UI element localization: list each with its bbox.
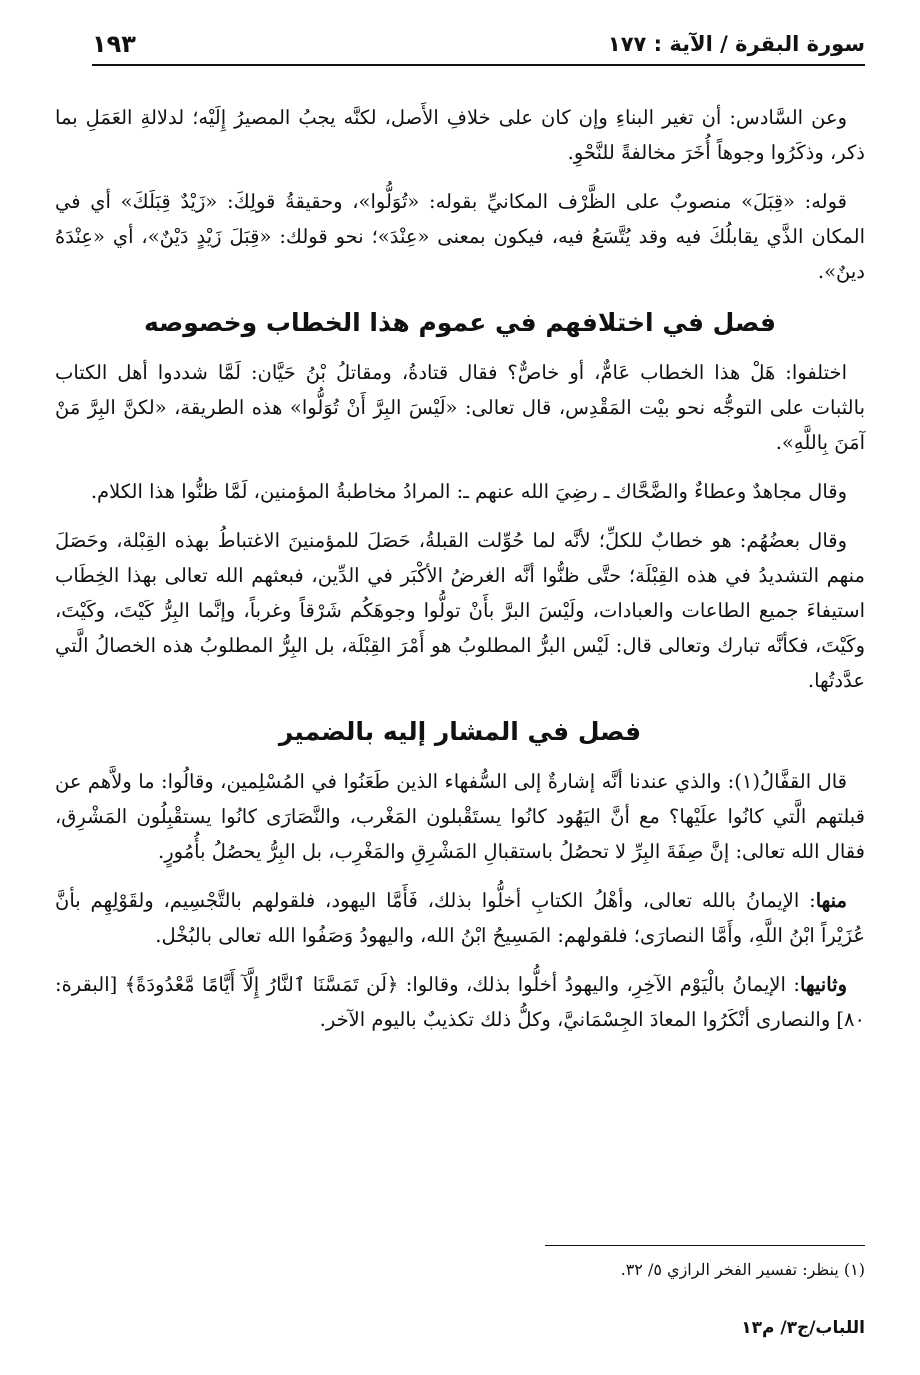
section-heading: فصل في المشار إليه بالضمير [278,717,642,746]
paragraph-lead: منها [815,889,847,912]
paragraph [55,523,865,698]
paragraph-text: وقال بعضُهُم: هو خطابٌ للكلِّ؛ لأنَّه لما حُوِّلت القبلةُ، حَصَلَ للمؤمنينَ الاغتباطُ بهذه القِبْلة، وحَصَلَ منهم التشديدُ في هذه القِبْلَة؛ حتَّى ظنُّوا أنَّه الغرضُ الأكْبَر في الدِّين، فبعثهم الله تعالى بهذا الخِطَاب استيفاءَ جميع الطاعات والعبادات، ولَيْسَ البرَّ بأَنْ تولُّوا وجوهَكُم شَرْقاً وغرباً، وإنَّما البِرُّ كَيْتَ، وكَيْتَ، وكَيْتَ، فكأنَّه تبارك وتعالى قال: لَيْس البرُّ المطلوبُ هو أَمْرَ القِبْلَة، بل البِرُّ المطلوبُ هذه الخصالُ الَّتي عدَّدتُها. [55,529,865,692]
section-heading: فصل في اختلافهم في عموم هذا الخطاب وخصوصه [143,308,777,337]
paragraph-text: وعن السَّادس: أن تغير البناءِ وإن كان على خلافِ الأَصل، لكنَّه يجبُ المصيرُ إِلَيْه؛ لدلالةِ العَمَلِ بما ذكر، وذكَرُوا وجوهاً أُخَرَ مخالفةً للنَّحْوِ. [55,106,865,164]
paragraph-lead: وثانيها [799,973,847,996]
paragraph [55,967,865,1037]
surah-title: سورة البقرة / الآية : ١٧٧ [607,32,865,56]
paragraph [55,883,865,953]
paragraph-text: : الإيمانُ بالْيَوْم الآخِرِ، واليهودُ أخلُّوا بذلك، وقالوا: ﴿لَن تَمَسَّنَا ٱلنَّارُ إِلَّآ أَيَّامًا مَّعْدُودَةً﴾ [البقرة: ٨٠] والنصارى أنْكَرُوا المعادَ الجِسْمَانيَّ، وكلُّ ذلك تكذيبٌ باليوم الآخر. [55,973,865,1031]
paragraph [55,184,865,289]
page-body [55,100,865,1051]
paragraph-text: : الإيمانُ بالله تعالى، وأهْلُ الكتابِ أخلُّوا بذلك، فَأَمَّا اليهود، فلقولهم بالتَّجْسِيم، ولقَوْلِهِم بأنَّ عُزَيْراً ابْنُ اللَّهِ، وأَمَّا النصارَى؛ فلقولهم: المَسِيحُ ابْنُ الله، واليهودُ وَصَفُوا الله تعالى بالبُخْل. [55,889,865,947]
paragraph [55,355,865,460]
paragraph [55,474,865,509]
running-header [92,30,865,66]
paragraph [55,100,865,170]
paragraph-text: وقال مجاهدٌ وعطاءٌ والضَّحَّاك ـ رضِيَ الله عنهم ـ: المرادُ مخاطبةُ المؤمنين، لَمَّا ظنُّوا هذا الكلام. [90,480,847,503]
page-number: ١٩٣ [92,30,136,58]
footnote-divider [545,1245,865,1246]
footnote: (١) ينظر: تفسير الفخر الرازي ٥/ ٣٢. [620,1260,865,1279]
paragraph-text: اختلفوا: هَلْ هذا الخطاب عَامٌّ، أو خاصٌّ؟ فقال قتادةُ، ومقاتلُ بْنُ حَيَّان: لَمَّا شددوا أهل الكتاب بالثبات على التوجُّه نحو بيْت المَقْدِس، قال تعالى: «لَيْسَ البِرَّ أَنْ تُوَلُّوا» هذه الطريقة، «لكنَّ البِرَّ مَنْ آمَنَ بِاللَّهِ». [55,361,865,454]
paragraph-text: قوله: «قِبَلَ» منصوبٌ على الظَّرْف المكانيِّ بقوله: «تُوَلُّوا»، وحقيقةُ قولِكَ: «زَيْدٌ قِبَلَكَ» أي في المكان الذَّي يقابلُكَ فيه وقد يُتَّسَعُ فيه، فيكون بمعنى «عِنْدَ»؛ نحو قولك: «قِبَلَ زَيْدٍ دَيْنٌ»، أي «عِنْدَهُ دينٌ». [55,190,865,283]
paragraph-text: قال القفَّالُ(١): والذي عندنا أنَّه إشارةٌ إلى السُّفهاء الذين طَعَنُوا في المُسْلِمين، وقالُوا: ما ولاَّهم عن قبلتهم الَّتي كانُوا علَيْها؟ مع أنَّ اليَهُود كانُوا يستَقْبلون المَغْرب، والنَّصَارَى كانُوا يستقْبِلُون المَشْرِق، فقال الله تعالى: إنَّ صِفَةَ البِرِّ لا تحصُلُ باستقبالِ المَشْرِقِ والمَغْرِب، بل البِرُّ يحصُلُ بأُمُورٍ. [55,770,865,863]
signature-mark: اللباب/ج٣/ م١٣ [741,1318,865,1338]
paragraph [55,764,865,869]
